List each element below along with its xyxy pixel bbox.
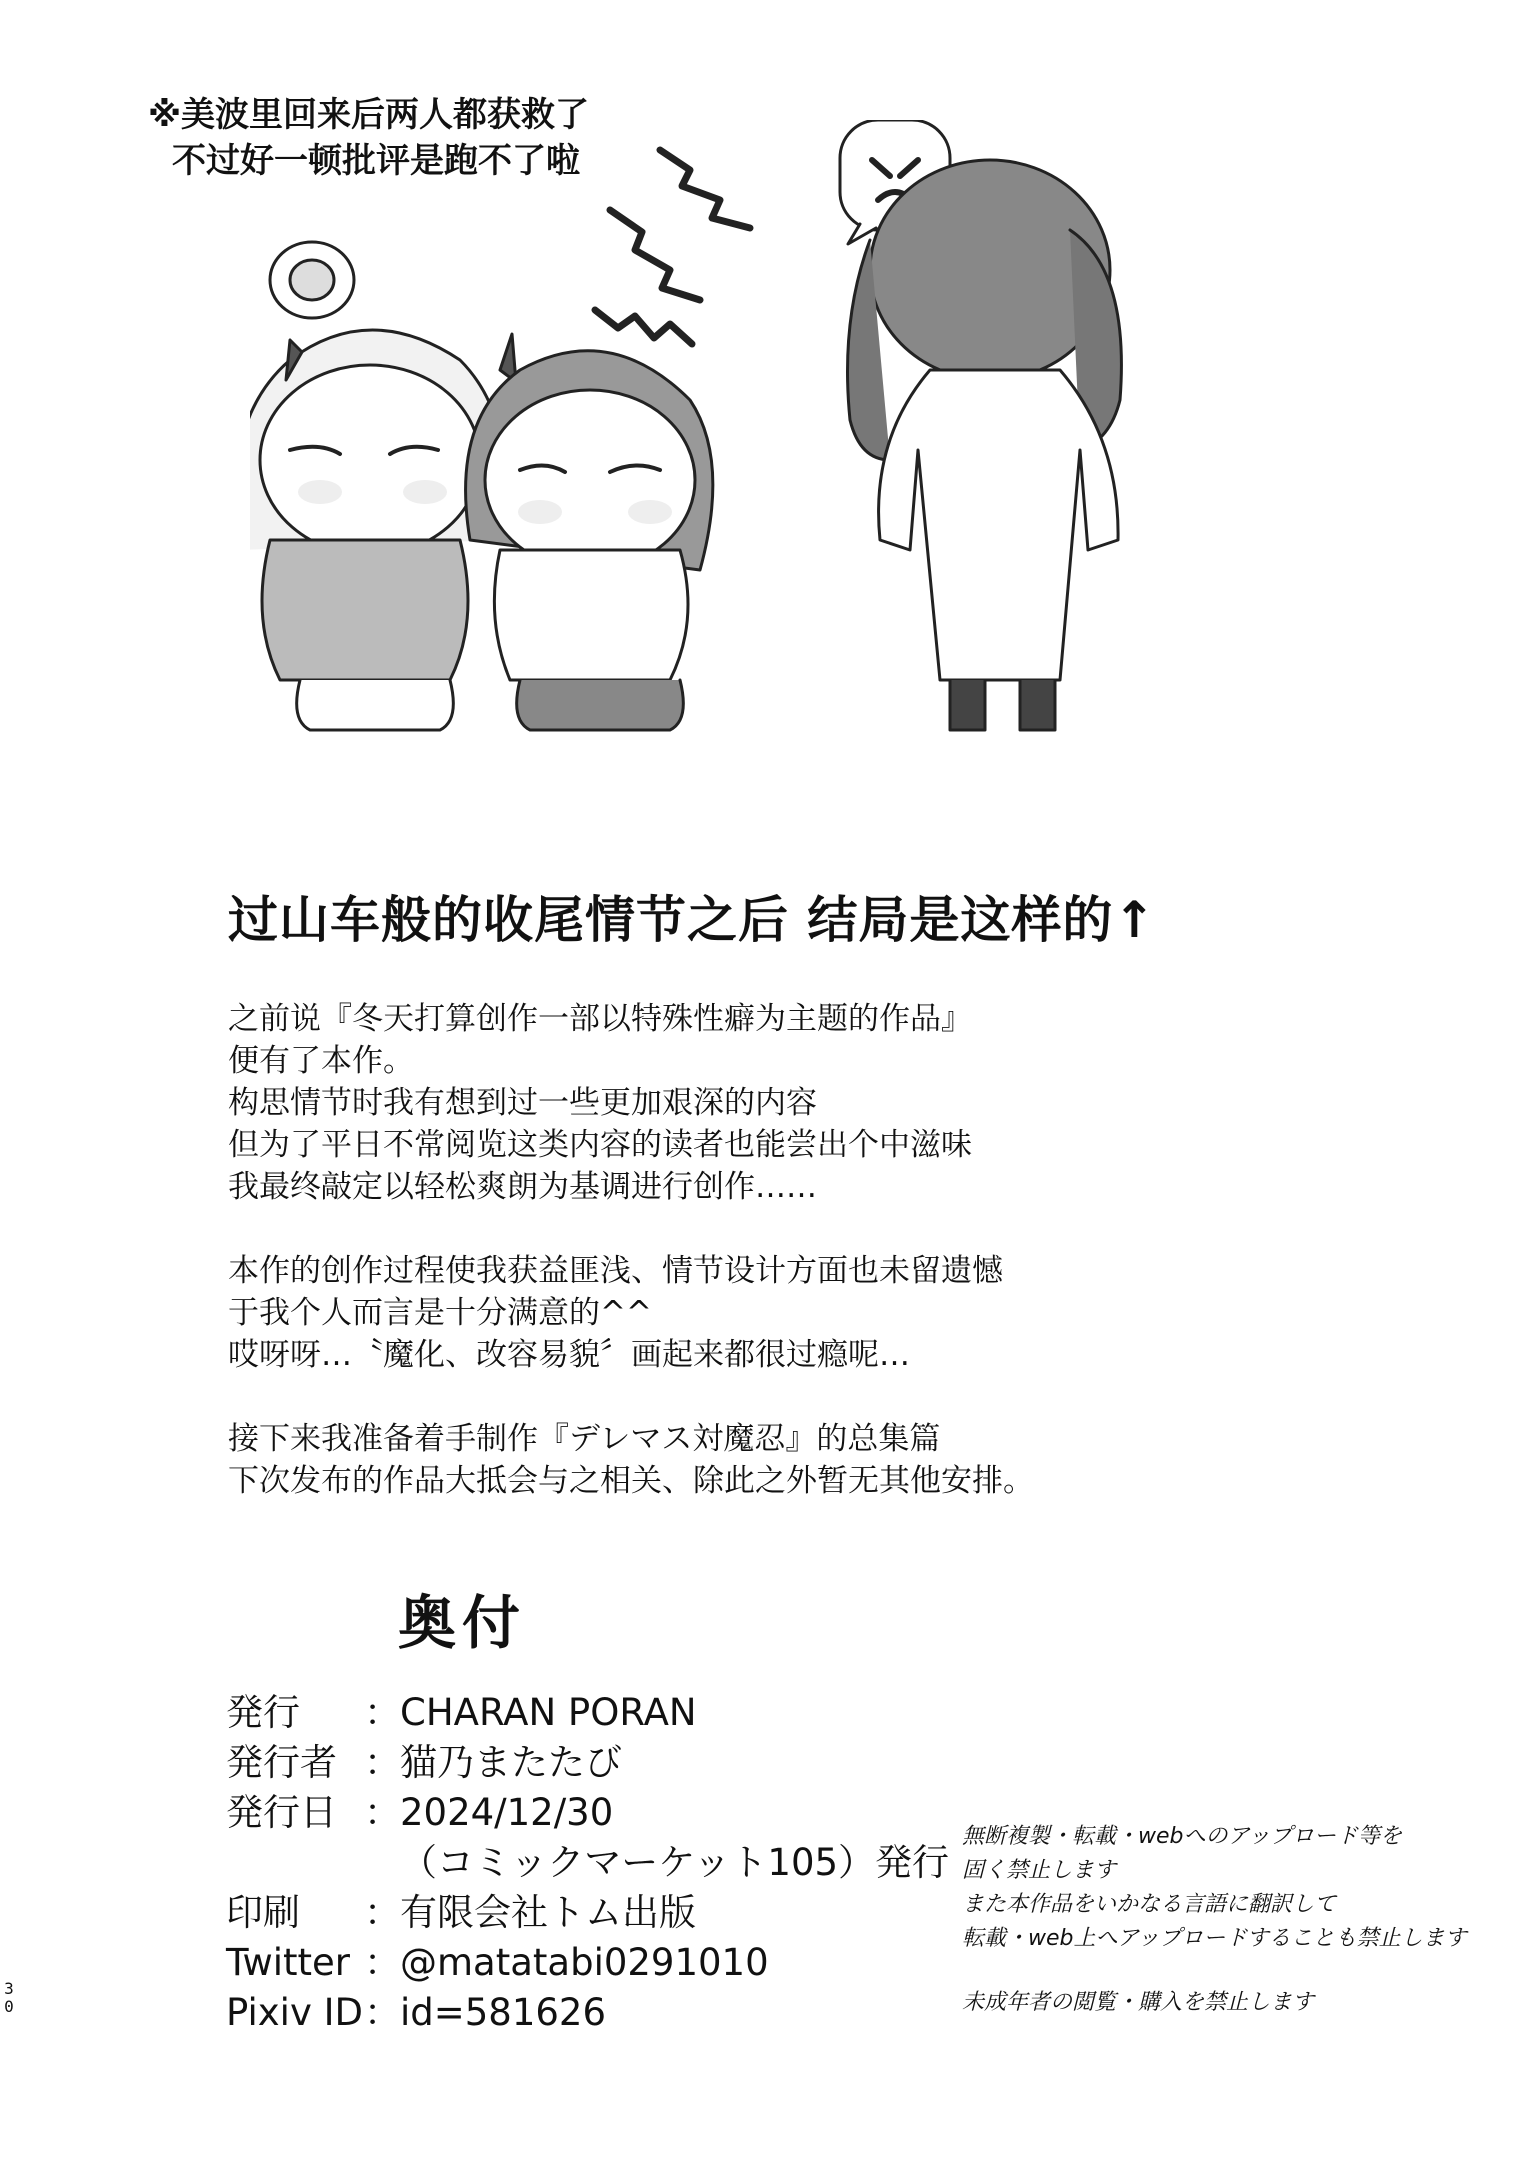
top-note-line-2: 不过好一顿批评是跑不了啦 bbox=[172, 141, 580, 181]
notice-line: 無断複製・転載・webへのアップロード等を bbox=[962, 1824, 1402, 1849]
colophon-value: （コミックマーケット105）発行 bbox=[400, 1841, 950, 1884]
afterword-line: 便有了本作。 bbox=[228, 1043, 414, 1079]
afterword-line: 于我个人而言是十分满意的^^ bbox=[228, 1295, 652, 1331]
colophon-value: id=581626 bbox=[400, 1991, 607, 2034]
notice-line: 転載・web上へアップロードすることも禁止します bbox=[962, 1926, 1467, 1951]
colophon-key: Twitter bbox=[226, 1941, 351, 1984]
colophon-row-event bbox=[226, 1838, 949, 1888]
afterword-line: 之前说『冬天打算创作一部以特殊性癖为主题的作品』 bbox=[228, 1001, 972, 1037]
afterword-line: 构思情节时我有想到过一些更加艰深的内容 bbox=[228, 1085, 817, 1121]
colophon-separator: ： bbox=[364, 1791, 401, 1834]
colophon-key: 発行日 bbox=[226, 1791, 337, 1834]
afterword bbox=[228, 998, 1328, 1544]
colophon-row-pixiv bbox=[226, 1988, 949, 2038]
girl-middle-figure bbox=[466, 334, 713, 730]
colophon-row-printer bbox=[226, 1888, 949, 1938]
colophon-separator bbox=[364, 1838, 400, 1888]
chibi-illustration bbox=[250, 120, 1370, 840]
colophon-separator: ： bbox=[364, 1991, 401, 2034]
notice-line: 固く禁止します bbox=[962, 1858, 1117, 1883]
top-note-line-1: ※美波里回来后两人都获救了 bbox=[148, 95, 590, 135]
colophon-separator: ： bbox=[364, 1691, 401, 1734]
page-number: 30 bbox=[4, 1979, 14, 2016]
colophon-value: 2024/12/30 bbox=[400, 1791, 614, 1834]
colophon-value: 有限会社トム出版 bbox=[400, 1891, 696, 1934]
colophon bbox=[226, 1688, 949, 2038]
colophon-separator: ： bbox=[364, 1941, 401, 1984]
afterword-line: 本作的创作过程使我获益匪浅、情节设计方面也未留遗憾 bbox=[228, 1253, 1003, 1289]
notice-line-minors: 未成年者の閲覧・購入を禁止します bbox=[962, 1990, 1315, 2015]
notice-spacer bbox=[962, 1956, 1467, 1986]
girl-right-figure bbox=[848, 160, 1122, 730]
afterword-line: 接下来我准备着手制作『デレマス対魔忍』的总集篇 bbox=[228, 1421, 941, 1457]
afterword-line: 下次发布的作品大抵会与之相关、除此之外暂无其他安排。 bbox=[228, 1463, 1034, 1499]
afterword-line: 但为了平日不常阅览这类内容的读者也能尝出个中滋味 bbox=[228, 1127, 972, 1163]
afterword-paragraph-1 bbox=[228, 998, 1328, 1208]
colophon-key: 発行者 bbox=[226, 1741, 337, 1784]
colophon-row-author bbox=[226, 1738, 949, 1788]
colophon-row-date bbox=[226, 1788, 949, 1838]
afterword-paragraph-3 bbox=[228, 1418, 1328, 1502]
colophon-key: 発行 bbox=[226, 1691, 300, 1734]
colophon-separator: ： bbox=[364, 1891, 401, 1934]
colophon-value: 猫乃またたび bbox=[400, 1741, 622, 1784]
colophon-row-publisher bbox=[226, 1688, 949, 1738]
colophon-row-twitter bbox=[226, 1938, 949, 1988]
copyright-notice bbox=[962, 1820, 1467, 2020]
afterword-line: 我最终敲定以轻松爽朗为基调进行创作…… bbox=[228, 1169, 817, 1205]
colophon-title: 奥付 bbox=[398, 1589, 527, 1657]
zigzag-anger-lines-icon bbox=[595, 150, 750, 344]
colophon-value: CHARAN PORAN bbox=[400, 1691, 697, 1734]
colophon-separator: ： bbox=[364, 1741, 401, 1784]
colophon-key bbox=[226, 1838, 364, 1888]
notice-line: また本作品をいかなる言語に翻訳して bbox=[962, 1892, 1337, 1917]
colophon-key: Pixiv ID bbox=[226, 1991, 364, 2034]
headline: 过山车般的收尾情节之后 结局是这样的↑ bbox=[228, 891, 1157, 949]
afterword-line: 哎呀呀…〝魔化、改容易貌〞画起来都很过瘾呢… bbox=[228, 1337, 910, 1373]
colophon-value: @matatabi0291010 bbox=[400, 1941, 769, 1984]
colophon-key: 印刷 bbox=[226, 1891, 300, 1934]
afterword-paragraph-2 bbox=[228, 1250, 1328, 1376]
